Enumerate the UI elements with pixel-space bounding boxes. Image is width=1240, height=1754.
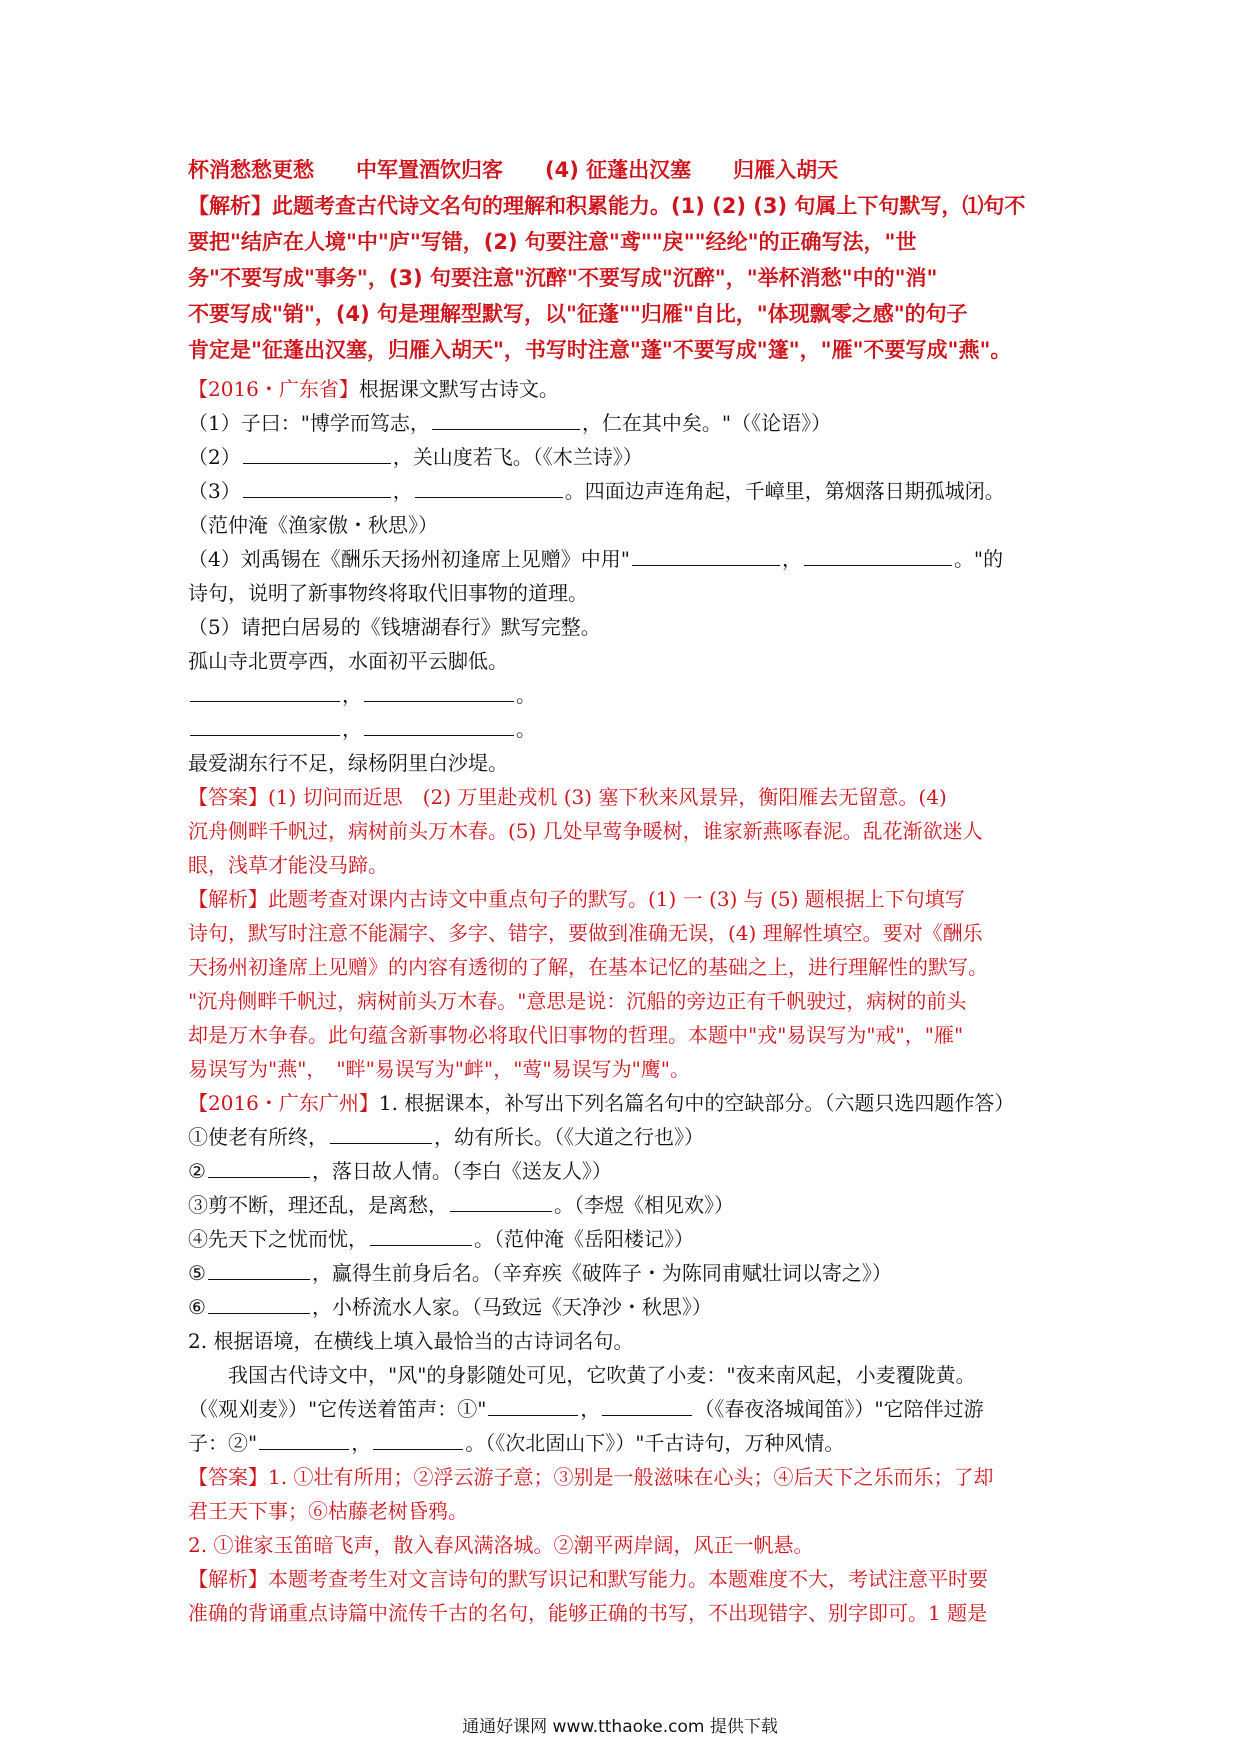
question-item: （5）请把白居易的《钱塘湖春行》默写完整。: [188, 615, 601, 639]
paragraph-line: 我国古代诗文中，"风"的身影随处可见，它吹黄了小麦："夜来南风起，小麦覆陇黄。: [188, 1363, 976, 1387]
poem-blank-line: ， 。: [188, 715, 536, 743]
answer-line: 沉舟侧畔千帆过，病树前头万木春。(5) 几处早莺争暖树，谁家新燕啄春泥。乱花渐欲迷人: [188, 819, 983, 843]
paragraph-line: 子：②" ， 。（《次北固山下》）"千古诗句，万种风情。: [188, 1431, 845, 1455]
fill-blank: [364, 715, 514, 736]
analysis-line: 【解析】此题考查对课内古诗文中重点句子的默写。(1) 一 (3) 与 (5) 题根据上下句填写: [188, 887, 965, 911]
answer-line: 君王天下事；⑥枯藤老树昏鸦。: [188, 1499, 468, 1523]
question-item: ①使老有所终， ，幼有所长。（《大道之行也》）: [188, 1125, 704, 1149]
fill-blank: [488, 1395, 578, 1416]
fill-blank: [208, 1259, 310, 1280]
page-footer: 通通好课网 www.tthaoke.com 提供下载: [462, 1717, 778, 1737]
question-item: 诗句，说明了新事物终将取代旧事物的道理。: [188, 581, 588, 605]
fill-blank: [243, 443, 391, 464]
question-item: （4）刘禹锡在《酬乐天扬州初逢席上见赠》中用" ， 。"的: [188, 547, 1004, 571]
answer-line: 【答案】(1) 切问而近思 (2) 万里赴戎机 (3) 塞下秋来风景异，衡阳雁去无留意。(4): [188, 785, 947, 809]
question-item: ⑥ ，小桥流水人家。（马致远《天净沙・秋思》）: [188, 1295, 712, 1319]
poem-blank-line: ， 。: [188, 681, 536, 709]
fill-blank: [804, 545, 952, 566]
fill-blank: [370, 1225, 472, 1246]
fill-blank: [364, 681, 514, 702]
fill-blank: [208, 1293, 310, 1314]
fill-blank: [632, 545, 780, 566]
analysis-line: 诗句，默写时注意不能漏字、多字、错字，要做到准确无误，(4) 理解性填空。要对《酬乐: [188, 921, 983, 945]
fill-blank: [415, 477, 563, 498]
analysis-line: 要把"结庐在人境"中"庐"写错，(2) 句要注意"鸢""戾""经纶"的正确写法，"世: [188, 230, 917, 254]
analysis-line: 务"不要写成"事务"，(3) 句要注意"沉醉"不要写成"沉醉"，"举杯消愁"中的"消": [188, 266, 938, 290]
analysis-line: 易误写为"燕"， "畔"易误写为"衅"，"莺"易误写为"鹰"。: [188, 1057, 690, 1081]
analysis-line: "沉舟侧畔千帆过，病树前头万木春。"意思是说：沉船的旁边正有千帆驶过，病树的前头: [188, 989, 967, 1013]
fill-blank: [208, 1157, 310, 1178]
fill-blank: [190, 681, 340, 702]
answer-line: 眼，浅草才能没马蹄。: [188, 853, 388, 877]
question-title: 1. 根据课本，补写出下列名篇名句中的空缺部分。（六题只选四题作答）: [378, 1091, 1015, 1115]
answer-line: 2. ①谁家玉笛暗飞声，散入春风满洛城。②潮平两岸阔，风正一帆悬。: [188, 1533, 814, 1557]
paragraph-line: （《观刈麦》）"它传送着笛声：①" ， （《春夜洛城闻笛》）"它陪伴过游: [188, 1397, 984, 1421]
answer-line: 【答案】1. ①壮有所用；②浮云游子意；③别是一般滋味在心头；④后天下之乐而乐；了却: [188, 1465, 994, 1489]
answer-continuation-line: 杯消愁愁更愁 中军置酒饮归客 (4) 征蓬出汉塞 归雁入胡天: [188, 158, 839, 182]
fill-blank: [243, 477, 391, 498]
fill-blank: [330, 1123, 432, 1144]
fill-blank: [259, 1429, 349, 1450]
fill-blank: [190, 715, 340, 736]
analysis-line: 准确的背诵重点诗篇中流传千古的名句，能够正确的书写，不出现错字、别字即可。1 题是: [188, 1601, 988, 1625]
analysis-line: 却是万木争春。此句蕴含新事物必将取代旧事物的哲理。本题中"戎"易误写为"戒"，"雁": [188, 1023, 964, 1047]
source-tag: 【2016・广东省】: [188, 377, 359, 401]
analysis-line: 【解析】此题考查古代诗文名句的理解和积累能力。(1) (2) (3) 句属上下句默写，⑴句不: [188, 194, 1026, 218]
fill-blank: [602, 1395, 692, 1416]
analysis-line: 不要写成"销"，(4) 句是理解型默写，以"征蓬""归雁"自比，"体现飘零之感"的句子: [188, 302, 968, 326]
analysis-line: 肯定是"征蓬出汉塞，归雁入胡天"，书写时注意"蓬"不要写成"篷"，"雁"不要写成"燕"。: [188, 338, 1012, 362]
question-item: （2） ，关山度若飞。（《木兰诗》）: [188, 445, 643, 469]
fill-blank: [373, 1429, 463, 1450]
question-item: ④先天下之忧而忧， 。（范仲淹《岳阳楼记》）: [188, 1227, 694, 1251]
question-item: 2. 根据语境，在横线上填入最恰当的古诗词名句。: [188, 1329, 634, 1353]
question-item: ③剪不断，理还乱，是离愁， 。（李煜《相见欢》）: [188, 1193, 734, 1217]
analysis-line: 【解析】本题考查考生对文言诗句的默写识记和默写能力。本题难度不大，考试注意平时要: [188, 1567, 988, 1591]
question-header: [188, 375, 559, 403]
source-tag: 【2016・广东广州】: [188, 1091, 379, 1115]
question-title: 根据课文默写古诗文。: [358, 377, 559, 401]
question-header: [188, 1089, 1014, 1117]
fill-blank: [432, 409, 580, 430]
poem-line: 最爱湖东行不足，绿杨阴里白沙堤。: [188, 751, 508, 775]
question-item: （1）子曰："博学而笃志， ，仁在其中矣。"（《论语》）: [188, 411, 832, 435]
question-item: ⑤ ，赢得生前身后名。（辛弃疾《破阵子・为陈同甫赋壮词以寄之》）: [188, 1261, 892, 1285]
analysis-line: 天扬州初逢席上见赠》的内容有透彻的了解，在基本记忆的基础之上，进行理解性的默写。: [188, 955, 988, 979]
fill-blank: [450, 1191, 552, 1212]
question-item: （范仲淹《渔家傲・秋思》）: [188, 513, 438, 537]
question-item: （3） ， 。四面边声连角起，千嶂里，第烟落日期孤城闭。: [188, 479, 1005, 503]
question-item: ② ，落日故人情。（李白《送友人》）: [188, 1159, 612, 1183]
poem-line: 孤山寺北贾亭西，水面初平云脚低。: [188, 649, 508, 673]
